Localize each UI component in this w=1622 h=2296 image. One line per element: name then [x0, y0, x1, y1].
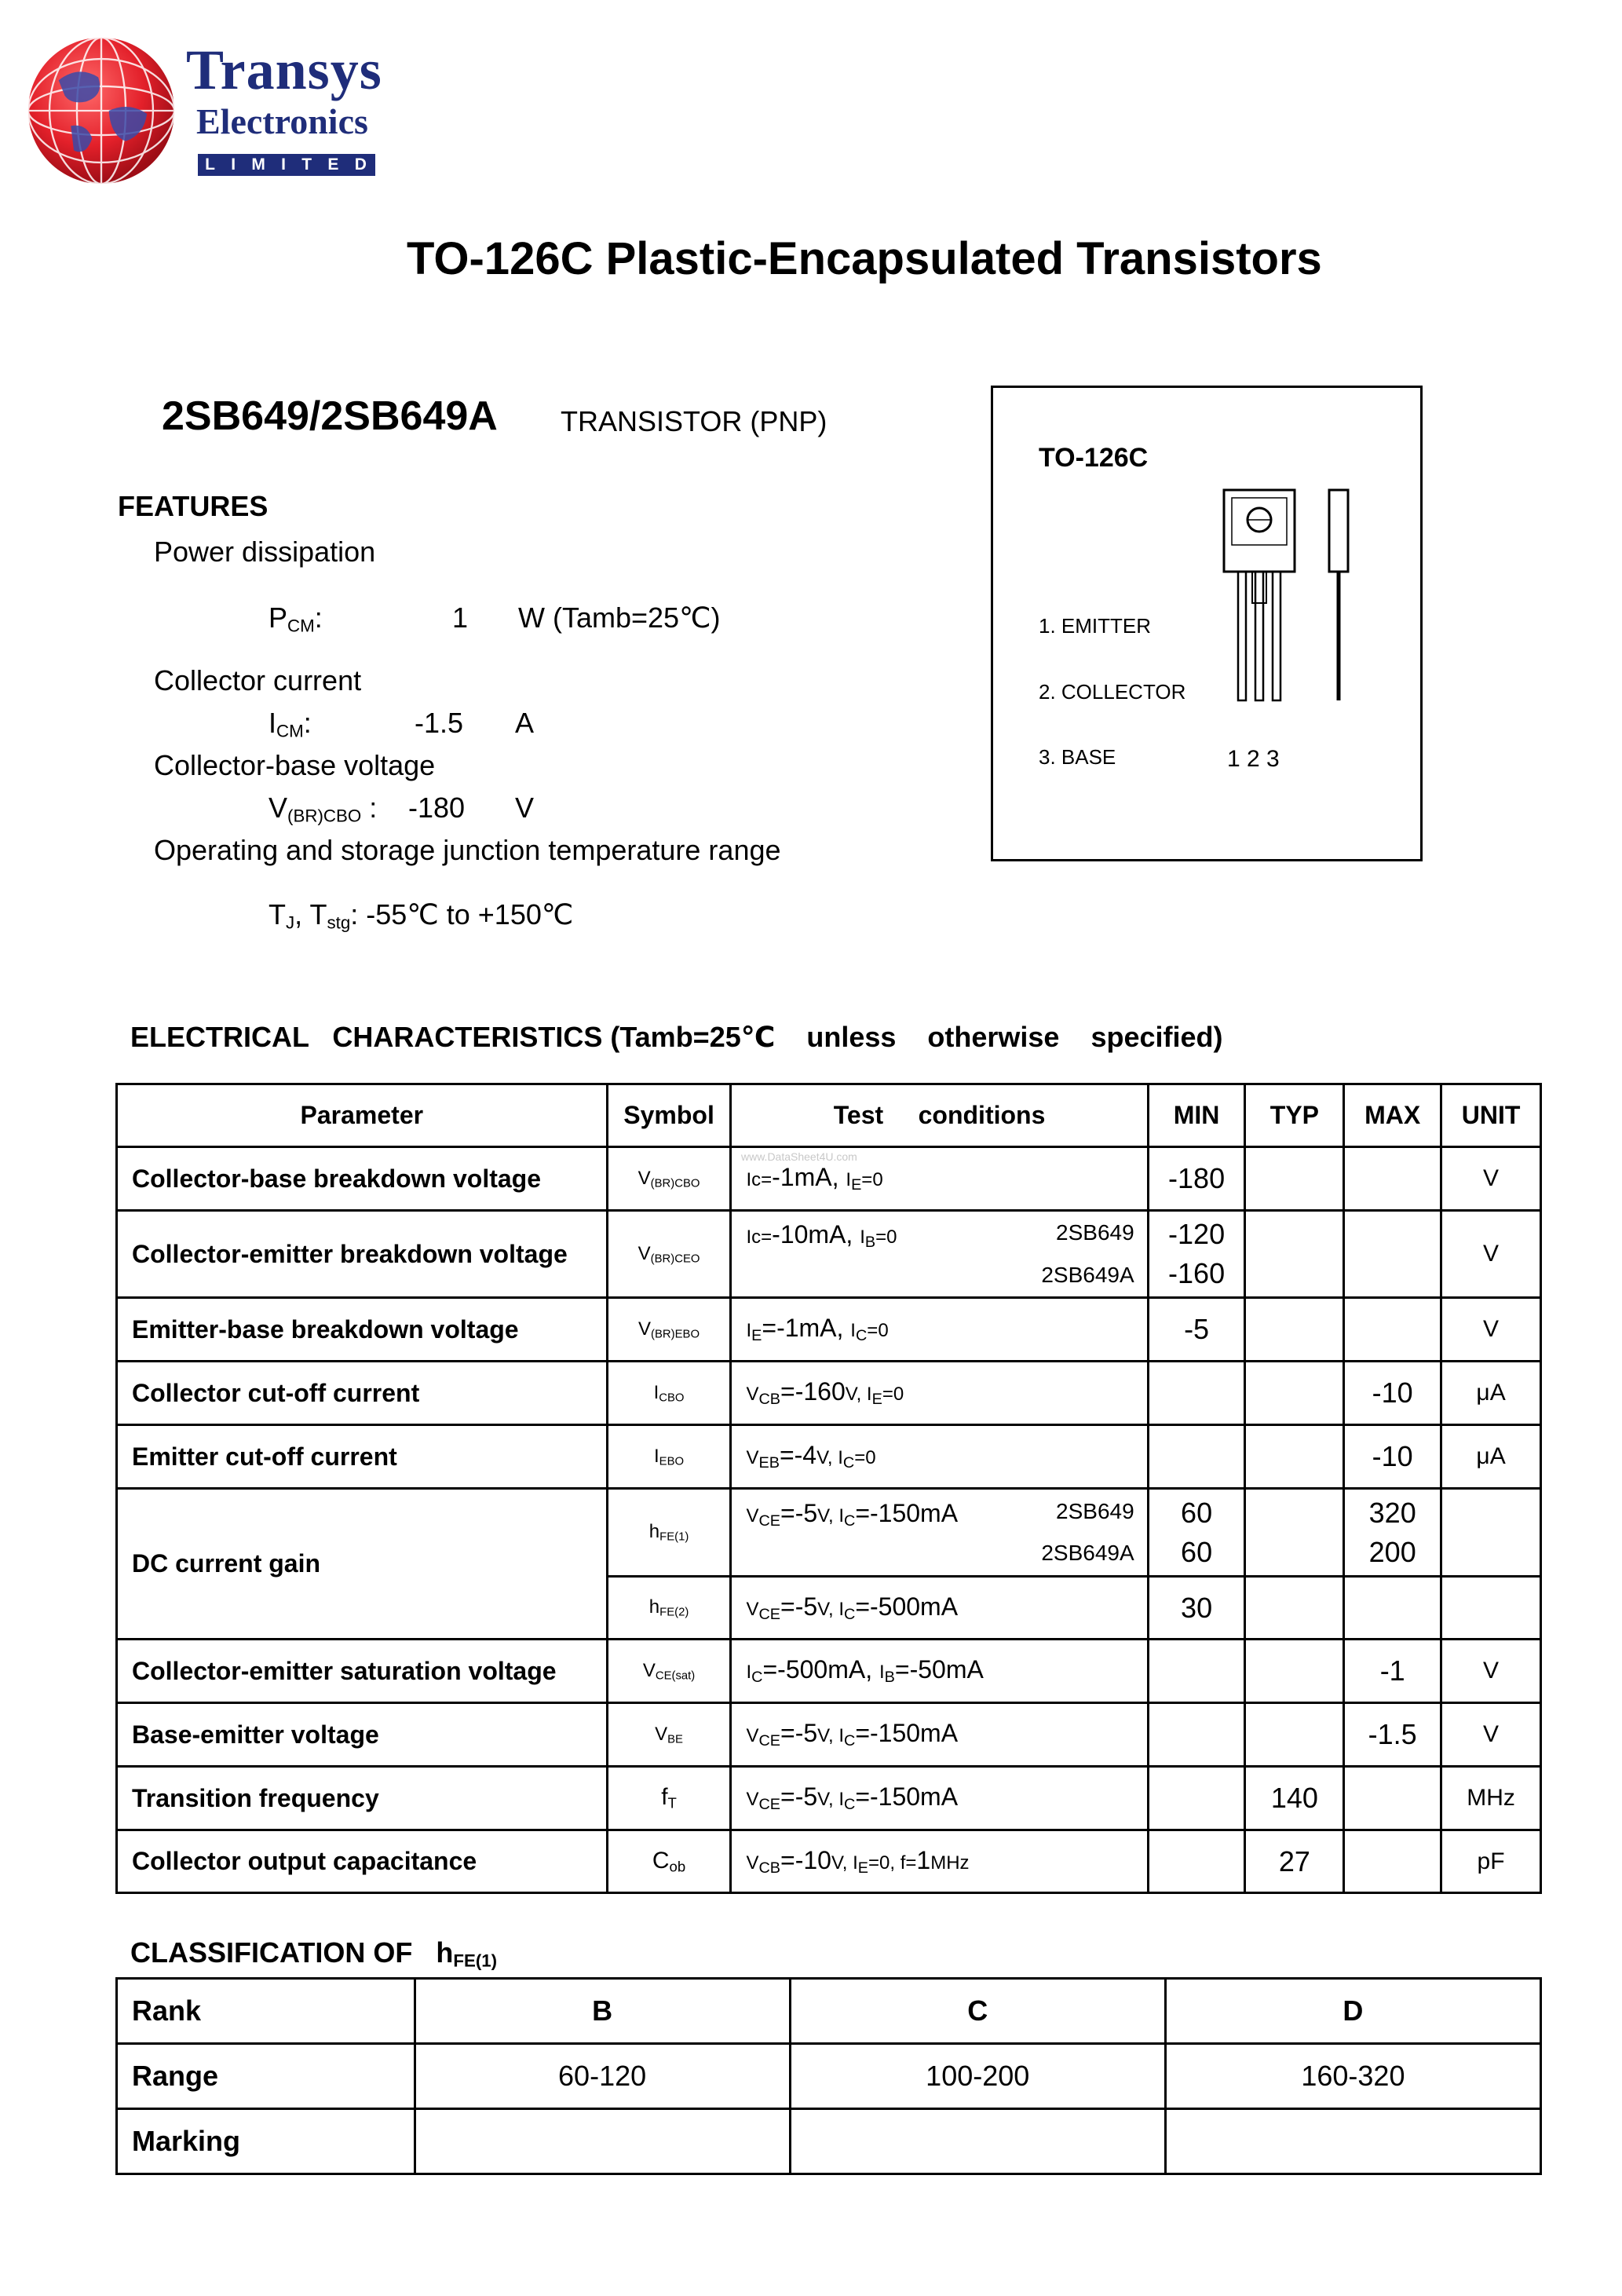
unit-cell: V — [1441, 1640, 1541, 1703]
watermark: www.DataSheet4U.com — [741, 1150, 857, 1163]
table-row — [117, 1298, 1541, 1362]
header-conditions: Test conditions — [731, 1084, 1148, 1147]
unit-cell: V — [1441, 1211, 1541, 1298]
marking-label: Marking — [117, 2109, 415, 2174]
symbol-cell: $V_{CE(sat)}$ — [607, 1640, 731, 1703]
cb-voltage-label: Collector-base voltage — [154, 749, 436, 781]
icm-value: -1.5 — [415, 707, 464, 739]
min-cell: -180 — [1148, 1147, 1245, 1211]
typ-cell — [1245, 1703, 1344, 1767]
condition-cell: $V_{CE}=-5V$, $I_C=-150mA$ — [731, 1767, 1148, 1830]
collector-current-label: Collector current — [154, 664, 362, 696]
unit-cell — [1441, 1577, 1541, 1640]
rank-label: Rank — [117, 1979, 415, 2044]
symbol-cell: $V_{(BR)CEO}$ — [607, 1211, 731, 1298]
param-cell: Collector output capacitance — [117, 1830, 608, 1893]
param-cell: Collector-base breakdown voltage — [117, 1147, 608, 1211]
limited-letter: I — [231, 155, 238, 174]
unit-cell: pF — [1441, 1830, 1541, 1893]
package-outline-box — [991, 386, 1423, 861]
min-cell — [1148, 1640, 1245, 1703]
document-title: TO-126C Plastic-Encapsulated Transistors — [407, 233, 1322, 284]
max-cell — [1344, 1830, 1441, 1893]
max-cell — [1344, 1298, 1441, 1362]
typ-cell — [1245, 1640, 1344, 1703]
max-cell: -10 — [1344, 1362, 1441, 1425]
condition-cell: $V_{CB}=-10V$, $I_E=0$, f=1MHz — [731, 1830, 1148, 1893]
min-cell: 30 — [1148, 1577, 1245, 1640]
company-name: Transys — [186, 38, 382, 101]
unit-cell: μA — [1441, 1425, 1541, 1489]
table-row — [117, 1211, 1541, 1298]
limited-letter: E — [327, 155, 341, 174]
unit-cell: MHz — [1441, 1767, 1541, 1830]
company-logo-globe-icon — [25, 35, 177, 187]
pcm-unit: W (Tamb=25℃) — [518, 601, 721, 634]
header-parameter: Parameter — [117, 1084, 608, 1147]
typ-cell — [1245, 1211, 1344, 1298]
symbol-cell: $h_{FE(2)}$ — [607, 1577, 731, 1640]
part-number: 2SB649/2SB649A — [162, 393, 498, 439]
typ-cell — [1245, 1362, 1344, 1425]
min-cell — [1148, 1830, 1245, 1893]
vcbo-value: -180 — [408, 792, 466, 824]
temperature-range: $T_J$, $T_{stg}$: -55℃ to +150℃ — [269, 898, 574, 933]
min-cell — [1148, 1703, 1245, 1767]
electrical-heading: ELECTRICAL CHARACTERISTICS (Tamb=25℃ unless otherwise specified) — [130, 1021, 1223, 1053]
condition-cell: $I_C=-500mA$, $I_B=-50mA$ — [731, 1640, 1148, 1703]
power-dissipation-label: Power dissipation — [154, 536, 376, 568]
pin1-label: 1. EMITTER — [1039, 614, 1152, 638]
condition-cell: $I_E=-1mA$, $I_C=0$ — [731, 1298, 1148, 1362]
pin2-label: 2. COLLECTOR — [1039, 680, 1186, 704]
package-name: TO-126C — [1039, 443, 1149, 473]
param-cell: Emitter cut-off current — [117, 1425, 608, 1489]
classification-heading: CLASSIFICATION OF $h_{FE(1)}$ — [130, 1936, 498, 1971]
rank-cell: D — [1165, 1979, 1540, 2044]
table-row — [117, 1425, 1541, 1489]
table-row — [117, 1489, 1541, 1577]
company-subtitle: Electronics — [196, 101, 368, 141]
max-cell: -10 — [1344, 1425, 1441, 1489]
marking-cell — [1165, 2109, 1540, 2174]
condition-cell: $V_{CE}=-5V$, $I_C=-500mA$ — [731, 1577, 1148, 1640]
param-cell: Base-emitter voltage — [117, 1703, 608, 1767]
limited-letter: L — [205, 155, 217, 174]
condition-cell: $V_{EB}=-4V$, $I_C=0$ — [731, 1425, 1148, 1489]
pcm-value: 1 — [452, 601, 469, 634]
typ-cell — [1245, 1489, 1344, 1577]
header-typ: TYP — [1245, 1084, 1344, 1147]
unit-cell: μA — [1441, 1362, 1541, 1425]
condition-cell: $V_{CB}=-160V$, $I_E=0$ — [731, 1362, 1148, 1425]
header-unit: UNIT — [1441, 1084, 1541, 1147]
unit-cell: V — [1441, 1703, 1541, 1767]
range-cell: 160-320 — [1165, 2044, 1540, 2109]
typ-cell: 27 — [1245, 1830, 1344, 1893]
unit-cell: V — [1441, 1298, 1541, 1362]
table-row — [117, 1147, 1541, 1211]
marking-cell — [415, 2109, 790, 2174]
min-cell — [1148, 1425, 1245, 1489]
vcbo-unit: V — [515, 792, 535, 824]
symbol-cell: $I_{EBO}$ — [607, 1425, 731, 1489]
vcbo-symbol: $V_{(BR)CBO}$ : — [269, 792, 378, 826]
symbol-cell: $V_{(BR)CBO}$ — [607, 1147, 731, 1211]
symbol-cell: $V_{(BR)EBO}$ — [607, 1298, 731, 1362]
typ-cell — [1245, 1577, 1344, 1640]
rank-cell: B — [415, 1979, 790, 2044]
typ-cell — [1245, 1425, 1344, 1489]
typ-cell: 140 — [1245, 1767, 1344, 1830]
temperature-label: Operating and storage junction temperature range — [154, 834, 781, 866]
range-cell: 100-200 — [790, 2044, 1165, 2109]
min-cell — [1148, 1767, 1245, 1830]
max-cell — [1344, 1147, 1441, 1211]
symbol-cell: $f_T$ — [607, 1767, 731, 1830]
symbol-cell: $C_{ob}$ — [607, 1830, 731, 1893]
pcm-symbol: $P_{CM}$: — [269, 601, 323, 636]
electrical-characteristics-table — [115, 1083, 1542, 1894]
rank-row — [117, 1979, 1541, 2044]
limited-letter: D — [354, 155, 368, 174]
max-cell: 320 200 — [1344, 1489, 1441, 1577]
limited-letter: I — [281, 155, 287, 174]
param-cell: Collector cut-off current — [117, 1362, 608, 1425]
param-cell: DC current gain — [117, 1489, 608, 1640]
pin-numbers: 1 2 3 — [1227, 746, 1280, 772]
company-limited-bar — [198, 154, 375, 176]
pin3-label: 3. BASE — [1039, 745, 1116, 769]
min-cell — [1148, 1362, 1245, 1425]
param-cell: Transition frequency — [117, 1767, 608, 1830]
typ-cell — [1245, 1147, 1344, 1211]
max-cell — [1344, 1767, 1441, 1830]
param-cell: Collector-emitter saturation voltage — [117, 1640, 608, 1703]
table-row — [117, 1830, 1541, 1893]
symbol-cell: $V_{BE}$ — [607, 1703, 731, 1767]
condition-cell: Ic=-10mA, $I_B=0$ 2SB649 2SB649A — [731, 1211, 1148, 1298]
limited-letter: M — [251, 155, 267, 174]
param-cell: Emitter-base breakdown voltage — [117, 1298, 608, 1362]
range-row — [117, 2044, 1541, 2109]
table-row — [117, 1640, 1541, 1703]
header-max: MAX — [1344, 1084, 1441, 1147]
transistor-package-drawing — [1221, 487, 1394, 707]
range-label: Range — [117, 2044, 415, 2109]
features-heading: FEATURES — [118, 490, 269, 522]
range-cell: 60-120 — [415, 2044, 790, 2109]
typ-cell — [1245, 1298, 1344, 1362]
max-cell — [1344, 1577, 1441, 1640]
unit-cell: V — [1441, 1147, 1541, 1211]
rank-cell: C — [790, 1979, 1165, 2044]
marking-cell — [790, 2109, 1165, 2174]
condition-cell: $V_{CE}=-5V$, $I_C=-150mA$ 2SB649 2SB649A — [731, 1489, 1148, 1577]
table-row — [117, 1362, 1541, 1425]
header-min: MIN — [1148, 1084, 1245, 1147]
icm-unit: A — [515, 707, 535, 739]
classification-table — [115, 1977, 1542, 2175]
header-symbol: Symbol — [607, 1084, 731, 1147]
unit-cell — [1441, 1489, 1541, 1577]
table-row — [117, 1703, 1541, 1767]
part-type: TRANSISTOR (PNP) — [561, 405, 827, 437]
condition-cell: $V_{CE}=-5V$, $I_C=-150mA$ — [731, 1703, 1148, 1767]
limited-letter: T — [301, 155, 314, 174]
table-row — [117, 1767, 1541, 1830]
min-cell: -120 -160 — [1148, 1211, 1245, 1298]
marking-row — [117, 2109, 1541, 2174]
condition-cell: Ic=-1mA, $I_E=0$ — [731, 1147, 1148, 1211]
max-cell — [1344, 1211, 1441, 1298]
symbol-cell: $h_{FE(1)}$ — [607, 1489, 731, 1577]
min-cell: -5 — [1148, 1298, 1245, 1362]
max-cell: -1.5 — [1344, 1703, 1441, 1767]
max-cell: -1 — [1344, 1640, 1441, 1703]
symbol-cell: $I_{CBO}$ — [607, 1362, 731, 1425]
param-cell: Collector-emitter breakdown voltage — [117, 1211, 608, 1298]
table-header-row — [117, 1084, 1541, 1147]
icm-symbol: $I_{CM}$: — [269, 707, 312, 741]
min-cell: 60 60 — [1148, 1489, 1245, 1577]
